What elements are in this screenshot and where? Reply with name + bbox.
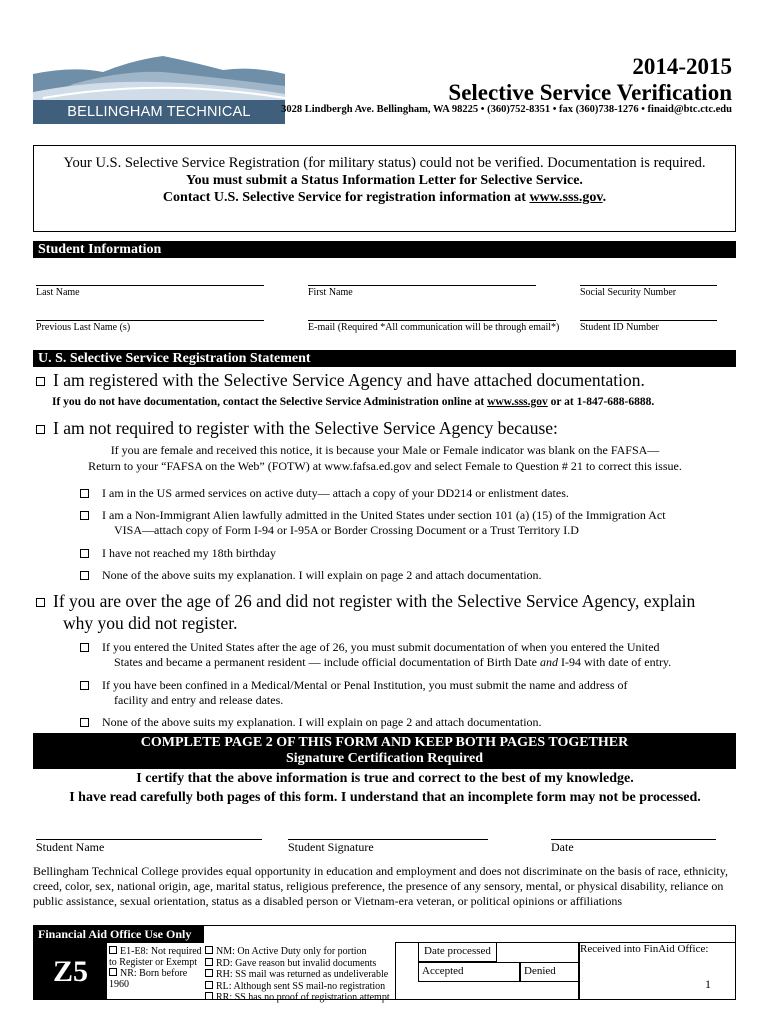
sub-option-under18-text: I have not reached my 18th birthday bbox=[102, 546, 276, 560]
complete-page2-note: COMPLETE PAGE 2 OF THIS FORM AND KEEP BOTH PAGES TOGETHER bbox=[140, 735, 629, 750]
code-rh bbox=[205, 969, 400, 981]
code-rr bbox=[205, 992, 400, 1004]
sub-option-armed-text: I am in the US armed services on active duty— attach a copy of your DD214 or enlistment dates. bbox=[102, 486, 569, 500]
e1e8-text-2: to Register or Exempt bbox=[109, 956, 198, 968]
o26-option-entered-text-2 bbox=[114, 655, 671, 670]
sub-option-none-text: None of the above suits my explanation. I will explain on page 2 and attach documentation. bbox=[102, 568, 542, 582]
first-name-line[interactable] bbox=[308, 285, 536, 286]
received-label: Received into FinAid Office: bbox=[580, 943, 709, 955]
o26-option-none bbox=[80, 715, 730, 731]
form-year: 2014-2015 bbox=[632, 54, 732, 79]
sub-option-alien bbox=[80, 508, 730, 538]
college-name: BELLINGHAM TECHNICAL COLLEGE bbox=[33, 100, 285, 124]
option-registered-text: I am registered with the Selective Service Agency and have attached documentation. bbox=[53, 370, 645, 390]
nr-checkbox[interactable] bbox=[109, 968, 117, 976]
rh-text: RH: SS mail was returned as undeliverable bbox=[216, 969, 389, 980]
email-line[interactable] bbox=[308, 320, 556, 321]
sub-option-alien-text-2: VISA—attach copy of Form I-94 or I-95A or Border Crossing Document or a Trust Territory I.D bbox=[114, 523, 579, 537]
student-id-line[interactable] bbox=[580, 320, 717, 321]
female-note-1: If you are female and received this notice, it is because your Male or Female indicator was blank on the FAFSA— bbox=[110, 443, 660, 457]
nm-text: NM: On Active Duty only for portion bbox=[216, 946, 367, 957]
accepted-label: Accepted bbox=[422, 965, 464, 977]
mountain-icon bbox=[33, 52, 285, 102]
option-over26-text-1: If you are over the age of 26 and did not register with the Selective Service Agency, explain bbox=[53, 591, 696, 611]
notice-line3-end: . bbox=[602, 190, 607, 205]
notice-line1: Your U.S. Selective Service Registration (for military status) could not be verified. Documentation is required. bbox=[63, 155, 706, 171]
o26-none-checkbox[interactable] bbox=[80, 718, 89, 727]
student-signature-label: Student Signature bbox=[288, 840, 374, 854]
contact-note-text: If you do not have documentation, contact the Selective Service Administration online at bbox=[52, 396, 488, 408]
sub-option-under18 bbox=[80, 546, 730, 562]
entered-text-post: I-94 with date of entry. bbox=[557, 655, 672, 669]
codes-list bbox=[205, 946, 400, 1004]
previous-last-name-label: Previous Last Name (s) bbox=[36, 322, 131, 333]
entered-text-and: and bbox=[539, 655, 558, 669]
contact-note bbox=[52, 396, 654, 408]
ssn-line[interactable] bbox=[580, 285, 717, 286]
code-nm bbox=[205, 946, 400, 958]
female-note-2: Return to your “FAFSA on the Web” (FOTW) at www.fafsa.ed.gov and select Female to Question # 21 to correct this issue. bbox=[88, 459, 682, 473]
code-e1e8 bbox=[109, 946, 209, 990]
code-rd bbox=[205, 958, 400, 970]
option-registered bbox=[36, 370, 645, 391]
college-logo bbox=[33, 52, 285, 144]
notice-line3 bbox=[34, 190, 735, 206]
registration-header: U. S. Selective Service Registration Statement bbox=[33, 350, 736, 367]
rl-text: RL: Although sent SS mail-no registration bbox=[216, 980, 386, 992]
o26-option-entered-text-1: If you entered the United States after the age of 26, you must submit documentation of when you entered the United bbox=[102, 640, 660, 654]
ssn-label: Social Security Number bbox=[580, 287, 677, 298]
alien-checkbox[interactable] bbox=[80, 511, 89, 520]
option-over26-text-2: why you did not register. bbox=[63, 613, 238, 633]
under18-checkbox[interactable] bbox=[80, 549, 89, 558]
date-processed-label: Date processed bbox=[424, 945, 491, 957]
option-over26 bbox=[36, 591, 695, 612]
certify-line-1: I certify that the above information is true and correct to the best of my knowledge. bbox=[136, 771, 634, 786]
email-label: E-mail (Required *All communication will be through email*) bbox=[308, 322, 560, 333]
registered-checkbox[interactable] bbox=[36, 377, 45, 386]
date-line[interactable] bbox=[551, 839, 716, 840]
last-name-line[interactable] bbox=[36, 285, 264, 286]
e1e8-checkbox[interactable] bbox=[109, 946, 117, 954]
rh-checkbox[interactable] bbox=[205, 969, 213, 977]
code-rl bbox=[205, 981, 400, 993]
contact-sss-link[interactable]: www.sss.gov bbox=[487, 396, 548, 408]
signature-required-note: Signature Certification Required bbox=[285, 751, 484, 766]
contact-note-end: or at 1-847-688-6888. bbox=[547, 396, 655, 408]
office-use-header: Financial Aid Office Use Only bbox=[34, 926, 204, 943]
nr-text-1: NR: Born before bbox=[120, 968, 188, 979]
sub-option-alien-text-1: I am a Non-Immigrant Alien lawfully admitted in the United States under section 101 (a) (15) of the Immigration Act bbox=[102, 508, 666, 522]
option-not-required-text: I am not required to register with the Selective Service Agency because: bbox=[53, 418, 558, 438]
denied-label: Denied bbox=[524, 965, 556, 977]
student-id-label: Student ID Number bbox=[580, 322, 659, 333]
o26-option-confined-text-1: If you have been confined in a Medical/Mental or Penal Institution, you must submit the name and address of bbox=[102, 678, 628, 692]
nr-text-2: 1960 bbox=[109, 978, 129, 990]
e1e8-text-1: E1-E8: Not required bbox=[120, 946, 202, 957]
college-address: 3028 Lindbergh Ave. Bellingham, WA 98225 • (360)752-8351 • fax (360)738-1276 • finaid@btc.ctc.edu bbox=[281, 104, 732, 115]
signature-bar bbox=[33, 733, 736, 769]
confined-checkbox[interactable] bbox=[80, 681, 89, 690]
date-label: Date bbox=[551, 840, 574, 854]
rr-checkbox[interactable] bbox=[205, 992, 213, 1000]
sss-link[interactable]: www.sss.gov bbox=[529, 190, 603, 205]
page-number: 1 bbox=[705, 977, 711, 991]
option-not-required bbox=[36, 418, 558, 439]
armed-checkbox[interactable] bbox=[80, 489, 89, 498]
rr-text: RR: SS has no proof of registration attempt bbox=[216, 992, 390, 1003]
rd-text: RD: Gave reason but invalid documents bbox=[216, 957, 377, 969]
rd-checkbox[interactable] bbox=[205, 958, 213, 966]
office-use-box bbox=[33, 925, 736, 1003]
sub-option-none bbox=[80, 568, 730, 584]
student-info-header: Student Information bbox=[33, 241, 736, 258]
o26-option-entered bbox=[80, 640, 730, 670]
previous-last-name-line[interactable] bbox=[36, 320, 264, 321]
o26-option-confined bbox=[80, 678, 730, 708]
student-name-label: Student Name bbox=[36, 840, 105, 854]
certify-line-2: I have read carefully both pages of this form. I understand that an incomplete form may not be processed. bbox=[69, 790, 701, 805]
first-name-label: First Name bbox=[308, 287, 353, 298]
o26-option-none-text: None of the above suits my explanation. I will explain on page 2 and attach documentation. bbox=[102, 715, 542, 729]
not-required-checkbox[interactable] bbox=[36, 425, 45, 434]
sub-option-armed bbox=[80, 486, 730, 502]
none-checkbox[interactable] bbox=[80, 571, 89, 580]
notice-box bbox=[33, 145, 736, 232]
form-title: Selective Service Verification bbox=[448, 80, 732, 105]
o26-option-confined-text-2: facility and entry and release dates. bbox=[114, 693, 284, 707]
nm-checkbox[interactable] bbox=[205, 946, 213, 954]
office-code: Z5 bbox=[34, 943, 107, 1000]
equal-opportunity-statement: Bellingham Technical College provides equal opportunity in education and employment and does not discriminate on the basis of race, ethnicity, creed, color, sex, national origin, age, marital status, religious preference, the presence of any sensory, mental, or physical disability, reliance on public assistance, sexual orientation, status as a disabled person or Vietnam-era veteran, or political opinions or affiliations bbox=[33, 864, 728, 908]
rl-checkbox[interactable] bbox=[205, 981, 213, 989]
notice-line2: You must submit a Status Information Letter for Selective Service. bbox=[186, 173, 583, 188]
over26-checkbox[interactable] bbox=[36, 598, 45, 607]
entered-checkbox[interactable] bbox=[80, 643, 89, 652]
last-name-label: Last Name bbox=[36, 287, 80, 298]
notice-line3-text: Contact U.S. Selective Service for registration information at bbox=[162, 190, 530, 205]
entered-text-pre: States and became a permanent resident — include official documentation of Birth Date bbox=[114, 655, 540, 669]
